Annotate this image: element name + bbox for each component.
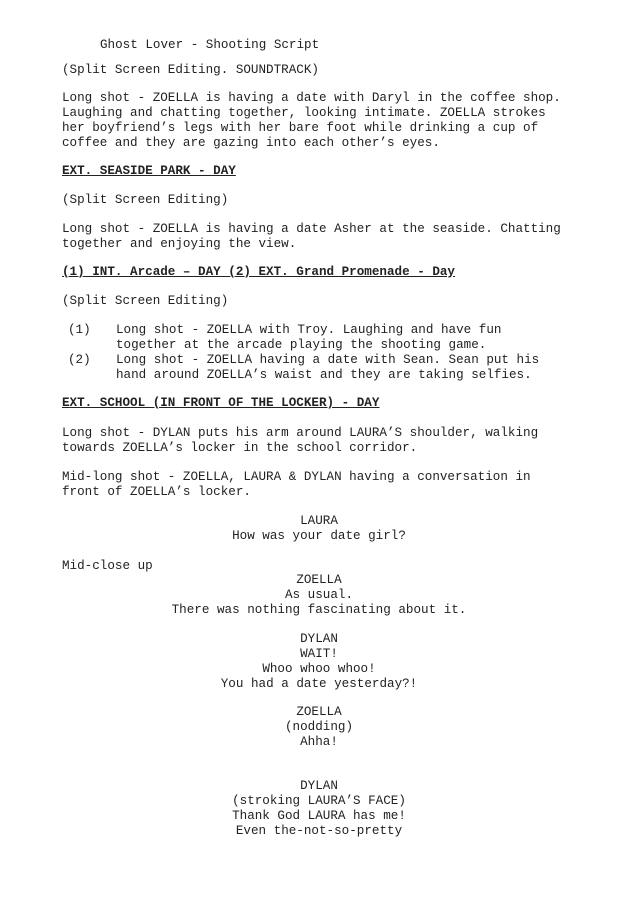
dialogue-line: You had a date yesterday?! [220, 677, 418, 691]
camera-direction: (Split Screen Editing) [62, 294, 229, 308]
dialogue-line: As usual. [284, 588, 354, 602]
list-number: (1) [68, 323, 91, 337]
action-line: coffee and they are gazing into each other’s eyes. [62, 136, 440, 150]
action-line: Mid-long shot - ZOELLA, LAURA & DYLAN having a conversation in [62, 470, 531, 484]
character-name: ZOELLA [296, 705, 342, 719]
character-name: LAURA [300, 514, 338, 528]
document-title: Ghost Lover - Shooting Script [100, 38, 320, 52]
action-line: front of ZOELLA’s locker. [62, 485, 251, 499]
action-line: together and enjoying the view. [62, 237, 297, 251]
dialogue-line: How was your date girl? [232, 529, 406, 543]
list-item-line: together at the arcade playing the shooting game. [116, 338, 487, 352]
action-line: Laughing and chatting together, looking intimate. ZOELLA strokes [62, 106, 546, 120]
dialogue-line: Even the-not-so-pretty [235, 824, 403, 838]
parenthetical: (nodding) [284, 720, 354, 734]
parenthetical: (stroking LAURA’S FACE) [232, 794, 406, 808]
character-name: ZOELLA [296, 573, 342, 587]
scene-heading: EXT. SEASIDE PARK - DAY [62, 164, 236, 178]
dialogue-line: Ahha! [300, 735, 338, 749]
dialogue-line: There was nothing fascinating about it. [171, 603, 467, 617]
action-line: her boyfriend’s legs with her bare foot while drinking a cup of [62, 121, 539, 135]
shot-direction: Mid-close up [62, 559, 153, 573]
scene-heading: (1) INT. Arcade – DAY (2) EXT. Grand Promenade - Day [62, 265, 455, 279]
list-item-line: Long shot - ZOELLA having a date with Sean. Sean put his [116, 353, 540, 367]
action-line: Long shot - ZOELLA is having a date Asher at the seaside. Chatting [62, 222, 561, 236]
camera-direction: (Split Screen Editing. SOUNDTRACK) [62, 63, 319, 77]
list-number: (2) [68, 353, 91, 367]
action-line: Long shot - ZOELLA is having a date with Daryl in the coffee shop. [62, 91, 561, 105]
camera-direction: (Split Screen Editing) [62, 193, 229, 207]
list-item-line: hand around ZOELLA’s waist and they are taking selfies. [116, 368, 532, 382]
scene-heading: EXT. SCHOOL (IN FRONT OF THE LOCKER) - DAY [62, 396, 380, 410]
dialogue-line: Thank God LAURA has me! [232, 809, 406, 823]
character-name: DYLAN [300, 632, 338, 646]
dialogue-line: WAIT! [300, 647, 338, 661]
list-item-line: Long shot - ZOELLA with Troy. Laughing and have fun [116, 323, 502, 337]
dialogue-line: Whoo whoo whoo! [262, 662, 376, 676]
character-name: DYLAN [300, 779, 338, 793]
action-line: Long shot - DYLAN puts his arm around LAURA’S shoulder, walking [62, 426, 539, 440]
action-line: towards ZOELLA’s locker in the school corridor. [62, 441, 418, 455]
